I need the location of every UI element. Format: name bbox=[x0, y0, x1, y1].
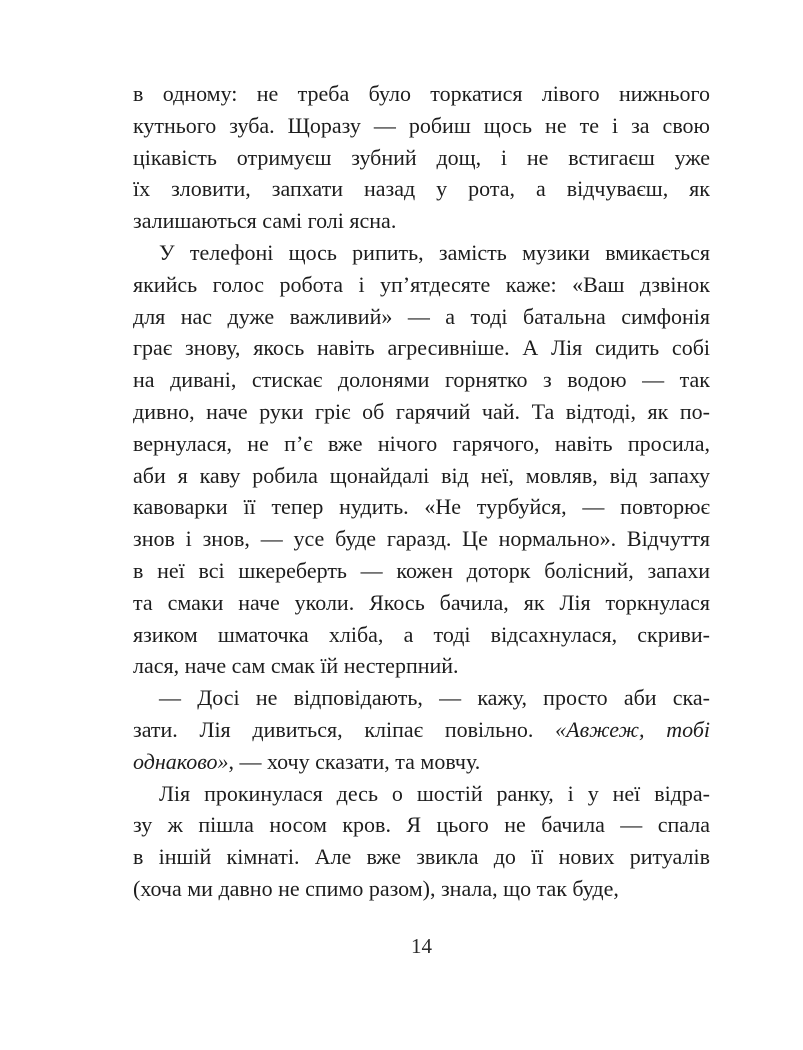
text-line: аби я каву робила щонайдалі від неї, мовляв, від запаху bbox=[133, 462, 710, 488]
text-line: зати. Лія дивиться, кліпає повільно. «Авжеж, тобі bbox=[133, 716, 711, 742]
text-line: (хоча ми давно не спимо разом), знала, що так буде, bbox=[133, 875, 619, 901]
text-line: та смаки наче уколи. Якось бачила, як Лія торкнулася bbox=[133, 589, 710, 615]
text-line: їх зловити, запхати назад у рота, а відчуваєш, як bbox=[133, 176, 710, 202]
text-line: — Досі не відповідають, — кажу, просто аби ска- bbox=[159, 685, 710, 711]
text-line: залишаються самі голі ясна. bbox=[133, 208, 397, 234]
text-line: якийсь голос робота і уп’ятдесяте каже: «Ваш дзвінок bbox=[133, 271, 710, 297]
text-line: на дивані, стискає долонями горнятко з водою — так bbox=[133, 367, 710, 393]
text-line: вернулася, не п’є вже нічого гарячого, навіть просила, bbox=[133, 430, 710, 456]
page-number: 14 bbox=[411, 934, 432, 958]
text-line: в одному: не треба було торкатися лівого нижнього bbox=[133, 81, 710, 106]
text-line: кавоварки її тепер нудить. «Не турбуйся, — повторює bbox=[133, 494, 710, 520]
text-line: в іншій кімнаті. Але вже звикла до її нових ритуалів bbox=[133, 844, 710, 870]
text-line: язиком шматочка хліба, а тоді відсахнулася, скриви- bbox=[133, 621, 710, 647]
text-line: Лія прокинулася десь о шостій ранку, і у неї відра- bbox=[159, 780, 710, 806]
text-block bbox=[133, 78, 710, 905]
text-line: дивно, наче руки гріє об гарячий чай. Та відтоді, як по- bbox=[133, 398, 710, 424]
text-line: грає знову, якось навіть агресивніше. А Лія сидить собі bbox=[133, 335, 710, 361]
text-line: У телефоні щось рипить, замість музики вмикається bbox=[159, 239, 710, 265]
text-line: лася, наче сам смак їй нестерпний. bbox=[133, 653, 459, 679]
text-line: в неї всі шкереберть — кожен доторк болісний, запахи bbox=[133, 557, 710, 583]
text-line: кутнього зуба. Щоразу — робиш щось не те і за свою bbox=[133, 112, 710, 138]
text-line: однаково», — хочу сказати, та мовчу. bbox=[133, 748, 481, 774]
text-line: для нас дуже важливий» — а тоді батальна симфонія bbox=[133, 303, 710, 329]
text-line: зу ж пішла носом кров. Я цього не бачила — спала bbox=[133, 812, 710, 838]
text-line: знов і знов, — усе буде гаразд. Це нормально». Відчуття bbox=[133, 526, 710, 552]
text-line: цікавість отримуєш зубний дощ, і не встигаєш уже bbox=[133, 144, 710, 170]
